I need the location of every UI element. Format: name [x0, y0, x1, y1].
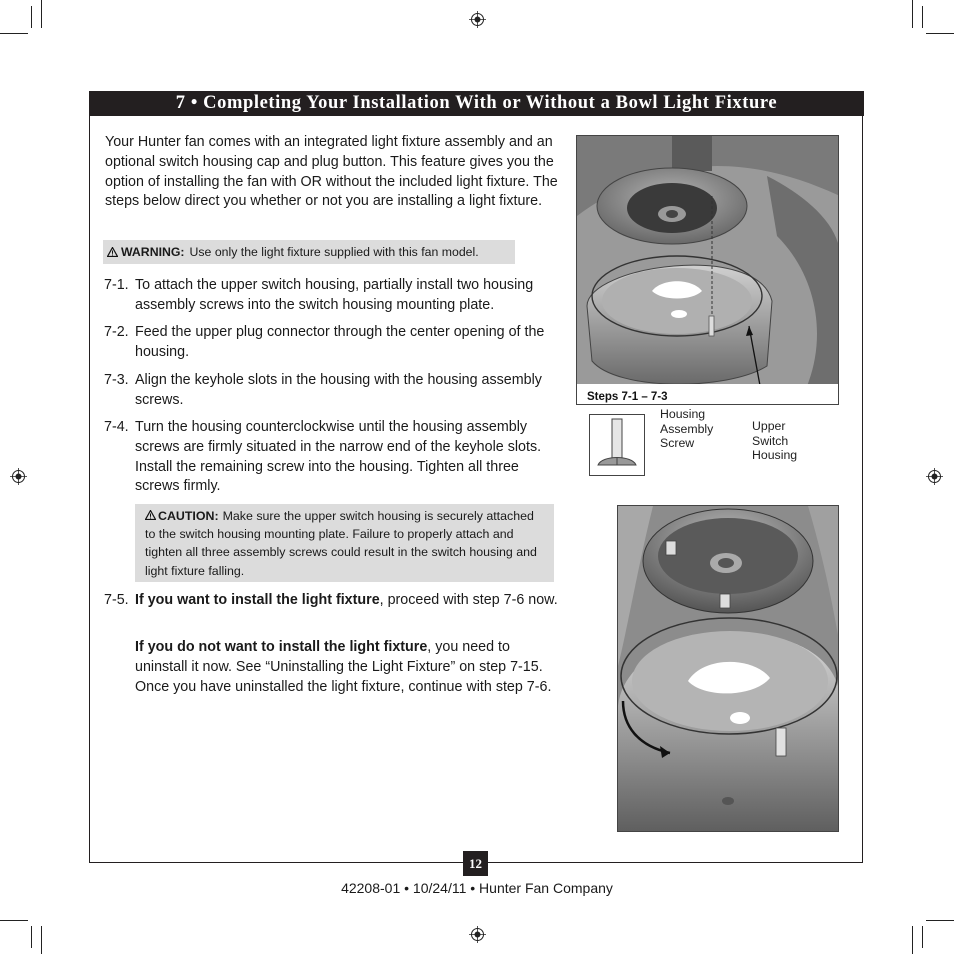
screw-inset	[589, 414, 645, 476]
crop-mark	[912, 926, 913, 954]
crop-mark	[922, 6, 923, 28]
step-7-5-alt	[104, 638, 559, 697]
crop-mark	[912, 0, 913, 28]
page-number: 12	[463, 851, 488, 876]
step-number: 7-4.	[104, 419, 129, 435]
warning-triangle-icon	[145, 510, 156, 520]
step-7-4	[104, 418, 559, 497]
step-number: 7-2.	[104, 324, 129, 340]
step-7-2	[104, 323, 559, 363]
step-text: Feed the upper plug connector through the center opening of the housing.	[135, 324, 545, 360]
registration-mark-icon	[469, 11, 486, 28]
step-7-3	[104, 371, 559, 411]
step5-para2-rest: , you need to uninstall it now. See “Uninstalling the Light Fixture” on step 7-15. Once you have uninstalled the light fixture, continue with step 7-6.	[135, 639, 552, 695]
figure-switch-housing-alignment	[576, 135, 839, 405]
step-text: Turn the housing counterclockwise until the housing assembly screws are firmly situated in the narrow end of the keyhole slots. Install the remaining screw into the housing. Tighten all three screws firmly.	[135, 419, 542, 495]
crop-mark	[31, 6, 32, 28]
crop-mark	[0, 33, 28, 34]
intro-paragraph: Your Hunter fan comes with an integrated light fixture assembly and an optional switch housing cap and plug button. This feature gives you the option of installing the fan with OR without the included light fixture. The steps below direct you whether or not you are installing a light fixture.	[105, 134, 558, 210]
crop-mark	[31, 926, 32, 948]
crop-mark	[0, 920, 28, 921]
step5-rest: , proceed with step 7-6 now.	[379, 592, 558, 608]
label-upper-switch-housing: Upper Switch Housing	[752, 419, 798, 462]
registration-mark-icon	[469, 926, 486, 943]
figure1-caption: Steps 7-1 – 7-3	[587, 391, 668, 403]
caution-box	[135, 504, 554, 582]
warning-text: Use only the light fixture supplied with this fan model.	[189, 245, 479, 259]
caution-text: Make sure the upper switch housing is securely attached to the switch housing mounting plate. Failure to properly attach and tighten all three assembly screws could result in the switch housing and light fixture falling.	[145, 509, 537, 578]
step5-para2-bold: If you do not want to install the light fixture	[135, 639, 428, 655]
step-text: Align the keyhole slots in the housing with the housing assembly screws.	[135, 372, 542, 408]
step-number: 7-5.	[104, 592, 129, 608]
step5-bold: If you want to install the light fixture	[135, 592, 380, 608]
section-title: 7 • Completing Your Installation With or Without a Bowl Light Fixture	[89, 91, 864, 116]
crop-mark	[922, 926, 923, 948]
warning-triangle-icon	[107, 247, 118, 257]
step-text: To attach the upper switch housing, partially install two housing assembly screws into the switch housing mounting plate.	[135, 277, 534, 313]
crop-mark	[41, 0, 42, 28]
footer: 42208-01 • 10/24/11 • Hunter Fan Company	[341, 880, 613, 896]
figure-switch-housing-rotate	[617, 505, 839, 832]
registration-mark-icon	[10, 468, 27, 485]
crop-mark	[926, 33, 954, 34]
warning-box	[103, 240, 515, 264]
step-number: 7-3.	[104, 372, 129, 388]
registration-mark-icon	[926, 468, 943, 485]
crop-mark	[926, 920, 954, 921]
label-housing-assembly-screw: Housing Assembly Screw	[660, 407, 714, 450]
step-7-5	[104, 591, 559, 611]
warning-label: WARNING:	[121, 245, 185, 259]
crop-mark	[41, 926, 42, 954]
step-number: 7-1.	[104, 277, 129, 293]
caution-label: CAUTION:	[158, 509, 219, 523]
step-7-1	[104, 276, 559, 316]
